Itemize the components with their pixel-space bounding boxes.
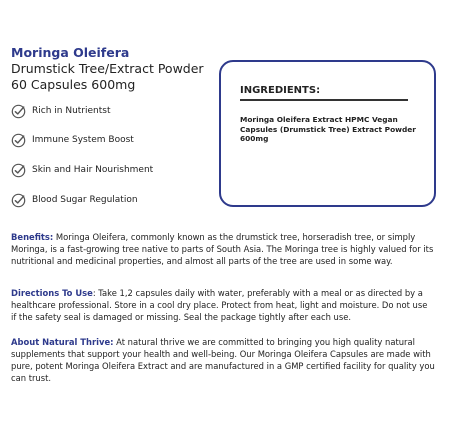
feature-item-nutrients: [11, 102, 111, 120]
feature-item-skin-hair: [11, 161, 153, 179]
ingredients-heading: INGREDIENTS:: [240, 85, 321, 96]
check-circle-icon: [11, 193, 26, 208]
check-circle-icon: [11, 104, 26, 119]
product-subtitle: Drumstick Tree/Extract Powder: [11, 61, 204, 76]
ingredients-divider: [240, 99, 408, 101]
directions-paragraph: [11, 287, 435, 323]
ingredients-text: Moringa Oleifera Extract HPMC Vegan Capsules (Drumstick Tree) Extract Powder 600mg: [240, 115, 416, 143]
feature-item-immune: [11, 131, 134, 149]
product-size: 60 Capsules 600mg: [11, 77, 136, 92]
about-lead: About Natural Thrive:: [11, 337, 114, 347]
feature-label: Skin and Hair Nourishment: [32, 165, 154, 175]
benefits-text: Moringa Oleifera, commonly known as the drumstick tree, horseradish tree, or simply Moringa, is a fast-growing tree native to parts of South Asia. The Moringa tree is highly valued for its nutritional and medicinal properties, and almost all parts of the tree are used in some way.: [11, 232, 434, 266]
check-circle-icon: [11, 133, 26, 148]
product-name: Moringa Oleifera: [11, 45, 130, 60]
about-paragraph: [11, 336, 435, 384]
about-text: At natural thrive we are committed to bringing you high quality natural supplements that support your health and well-being. Our Moringa Oleifera Capsules are made with pure, potent Moringa Oleifera Extract and are manufactured in a GMP certified facility for quality you can trust.: [11, 337, 435, 383]
feature-item-blood-sugar: [11, 191, 138, 209]
ingredients-box: [219, 60, 436, 207]
benefits-lead: Benefits:: [11, 232, 54, 242]
product-title: [11, 45, 221, 93]
check-circle-icon: [11, 163, 26, 178]
feature-label: Immune System Boost: [32, 135, 134, 145]
benefits-paragraph: [11, 231, 435, 267]
directions-lead: Directions To Use: [11, 288, 93, 298]
feature-label: Blood Sugar Regulation: [32, 195, 138, 205]
directions-text: : Take 1,2 capsules daily with water, preferably with a meal or as directed by a healthcare professional. Store in a cool dry place. Protect from heat, light and moisture. Do not use if the safety seal is damaged or missing. Seal the package tightly after each use.: [11, 288, 428, 322]
feature-label: Rich in Nutrientst: [32, 106, 111, 116]
